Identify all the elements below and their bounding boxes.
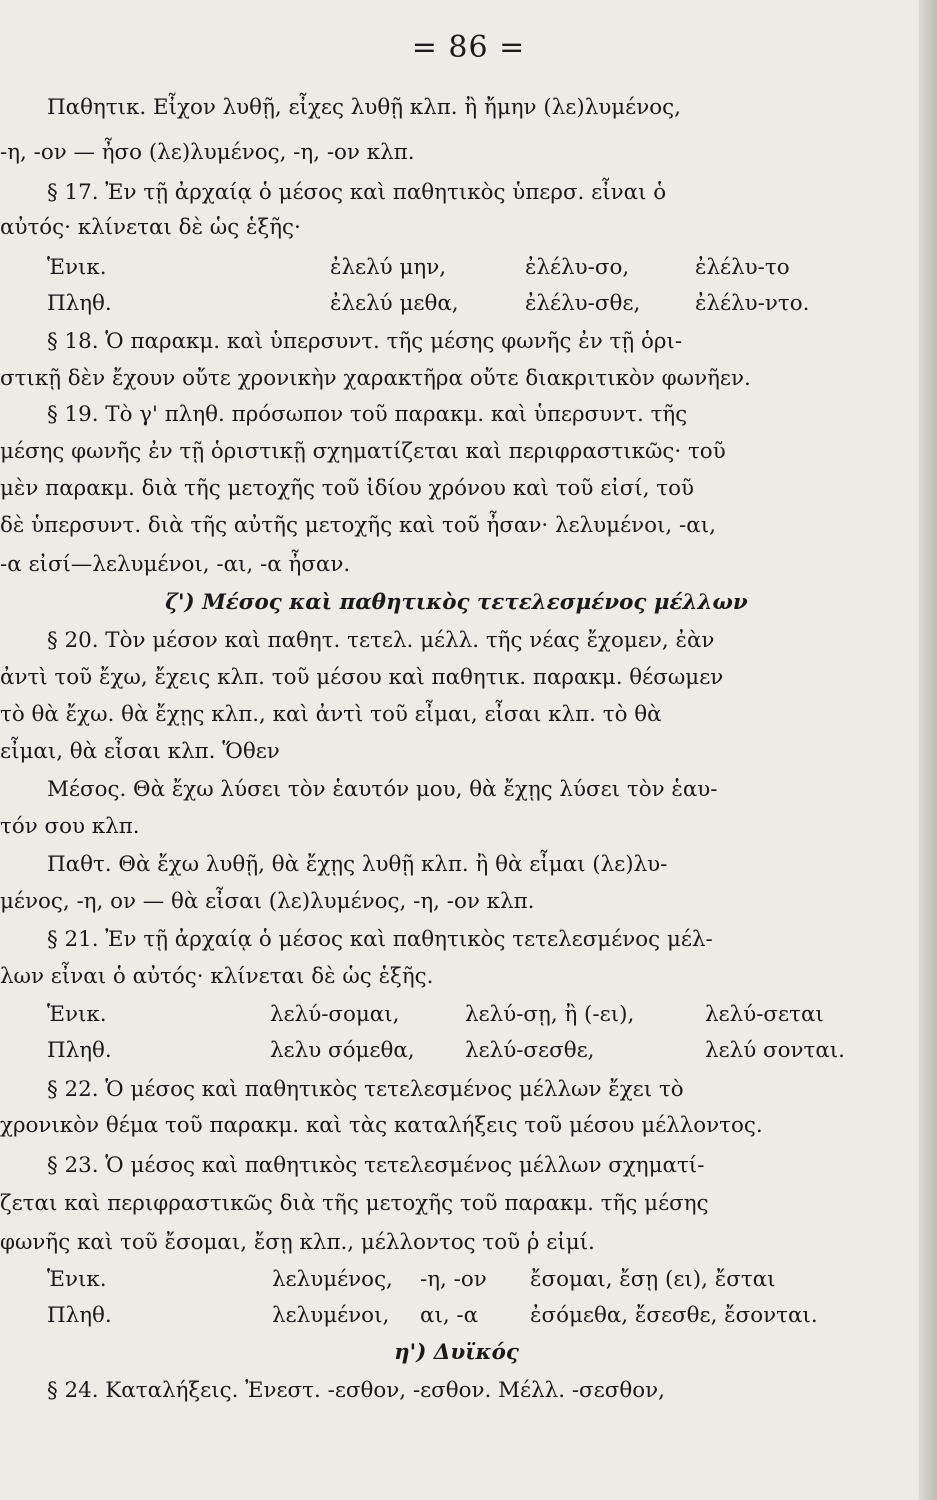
- number-label: Πληθ.: [47, 1303, 112, 1328]
- text-line: -η, -ον — ἦσο (λε)λυμένος, -η, -ον κλπ.: [0, 140, 415, 165]
- verb-form: λελυμένοι,: [272, 1303, 390, 1328]
- verb-form: λελύ-σομαι,: [270, 1002, 400, 1027]
- text-line: Παθτ. Θὰ ἔχω λυθῇ, θὰ ἔχῃς λυθῇ κλπ. ἢ θὰ εἶμαι (λε)λυ-: [47, 852, 668, 877]
- text-line: στικῇ δὲν ἔχουν οὔτε χρονικὴν χαρακτῆρα οὔτε διακριτικὸν φωνῆεν.: [0, 366, 751, 391]
- text-line: § 19. Τὸ γ' πληθ. πρόσωπον τοῦ παρακμ. καὶ ὑπερσυντ. τῆς: [47, 402, 688, 427]
- section-heading: η') Δυϊκός: [394, 1340, 519, 1365]
- number-label: Πληθ.: [47, 1038, 112, 1063]
- page-edge-shadow: [919, 0, 937, 1500]
- text-line: -α εἰσί—λελυμένοι, -αι, -α ἦσαν.: [0, 552, 351, 577]
- text-line: § 20. Τὸν μέσον καὶ παθητ. τετελ. μέλλ. τῆς νέας ἔχομεν, ἐὰν: [47, 628, 715, 653]
- text-line: μένος, -η, ον — θὰ εἶσαι (λε)λυμένος, -η, -ον κλπ.: [0, 889, 535, 914]
- text-line: χρονικὸν θέμα τοῦ παρακμ. καὶ τὰς καταλήξεις τοῦ μέσου μέλλοντος.: [0, 1113, 763, 1138]
- verb-form: ἐλέλυ-το: [695, 255, 790, 280]
- text-line: δὲ ὑπερσυντ. διὰ τῆς αὐτῆς μετοχῆς καὶ τοῦ ἦσαν· λελυμένοι, -αι,: [0, 513, 716, 538]
- text-line: μὲν παρακμ. διὰ τῆς μετοχῆς τοῦ ἰδίου χρόνου καὶ τοῦ εἰσί, τοῦ: [0, 476, 695, 501]
- verb-form: λελυμένος,: [272, 1267, 393, 1292]
- number-label: Ἑνικ.: [47, 1267, 107, 1292]
- verb-form: λελύ-σεσθε,: [465, 1038, 595, 1063]
- text-line: φωνῆς καὶ τοῦ ἔσομαι, ἔσῃ κλπ., μέλλοντος τοῦ ῥ εἰμί.: [0, 1230, 595, 1255]
- text-line: αὐτός· κλίνεται δὲ ὡς ἑξῆς·: [0, 215, 301, 240]
- verb-form: ἔσομαι, ἔσῃ (ει), ἔσται: [530, 1267, 776, 1292]
- text-line: § 17. Ἐν τῇ ἀρχαίᾳ ὁ μέσος καὶ παθητικὸς ὑπερσ. εἶναι ὁ: [47, 180, 667, 205]
- number-label: Ἑνικ.: [47, 255, 107, 280]
- verb-form: ἐλέλυ-σθε,: [525, 291, 641, 316]
- text-line: Παθητικ. Εἶχον λυθῇ, εἶχες λυθῇ κλπ. ἢ ἤμην (λε)λυμένος,: [47, 95, 681, 120]
- verb-form: λελυ σόμεθα,: [270, 1038, 415, 1063]
- verb-form: ἐσόμεθα, ἔσεσθε, ἔσονται.: [530, 1303, 818, 1328]
- text-line: § 21. Ἐν τῇ ἀρχαίᾳ ὁ μέσος καὶ παθητικὸς τετελεσμένος μέλ-: [47, 927, 713, 952]
- verb-form: ἐλελύ μεθα,: [330, 291, 459, 316]
- verb-form: ἐλέλυ-σο,: [525, 255, 630, 280]
- text-line: τὸ θὰ ἔχω. θὰ ἔχῃς κλπ., καὶ ἀντὶ τοῦ εἶμαι, εἶσαι κλπ. τὸ θὰ: [0, 702, 662, 727]
- text-line: § 22. Ὁ μέσος καὶ παθητικὸς τετελεσμένος μέλλων ἔχει τὸ: [47, 1077, 684, 1102]
- text-line: ζεται καὶ περιφραστικῶς διὰ τῆς μετοχῆς τοῦ παρακμ. τῆς μέσης: [0, 1191, 709, 1216]
- verb-form: λελύ-σῃ, ἢ (-ει),: [465, 1002, 635, 1027]
- text-line: τόν σου κλπ.: [0, 814, 140, 839]
- verb-form: λελύ-σεται: [705, 1002, 824, 1027]
- text-line: § 24. Καταλήξεις. Ἐνεστ. -εσθον, -εσθον. Μέλλ. -σεσθον,: [47, 1378, 665, 1403]
- text-line: § 23. Ὁ μέσος καὶ παθητικὸς τετελεσμένος μέλλων σχηματί-: [47, 1153, 705, 1178]
- text-line: λων εἶναι ὁ αὐτός· κλίνεται δὲ ὡς ἑξῆς.: [0, 964, 434, 989]
- verb-form: ἐλέλυ-ντο.: [695, 291, 810, 316]
- verb-form: ἐλελύ μην,: [330, 255, 446, 280]
- text-line: Μέσος. Θὰ ἔχω λύσει τὸν ἑαυτόν μου, θὰ ἔχῃς λύσει τὸν ἑαυ-: [47, 777, 718, 802]
- text-line: ἀντὶ τοῦ ἔχω, ἔχεις κλπ. τοῦ μέσου καὶ παθητικ. παρακμ. θέσωμεν: [0, 665, 724, 690]
- number-label: Πληθ.: [47, 291, 112, 316]
- verb-form: -η, -ον: [420, 1267, 487, 1292]
- text-line: § 18. Ὁ παρακμ. καὶ ὑπερσυντ. τῆς μέσης φωνῆς ἐν τῇ ὁρι-: [47, 329, 683, 354]
- page-number: = 86 =: [411, 30, 526, 65]
- number-label: Ἑνικ.: [47, 1002, 107, 1027]
- text-line: εἶμαι, θὰ εἶσαι κλπ. Ὅθεν: [0, 739, 280, 764]
- text-line: μέσης φωνῆς ἐν τῇ ὁριστικῇ σχηματίζεται καὶ περιφραστικῶς· τοῦ: [0, 439, 726, 464]
- verb-form: αι, -α: [420, 1303, 479, 1328]
- verb-form: λελύ σονται.: [705, 1038, 845, 1063]
- section-heading: ζ') Μέσος καὶ παθητικὸς τετελεσμένος μέλλων: [165, 590, 748, 615]
